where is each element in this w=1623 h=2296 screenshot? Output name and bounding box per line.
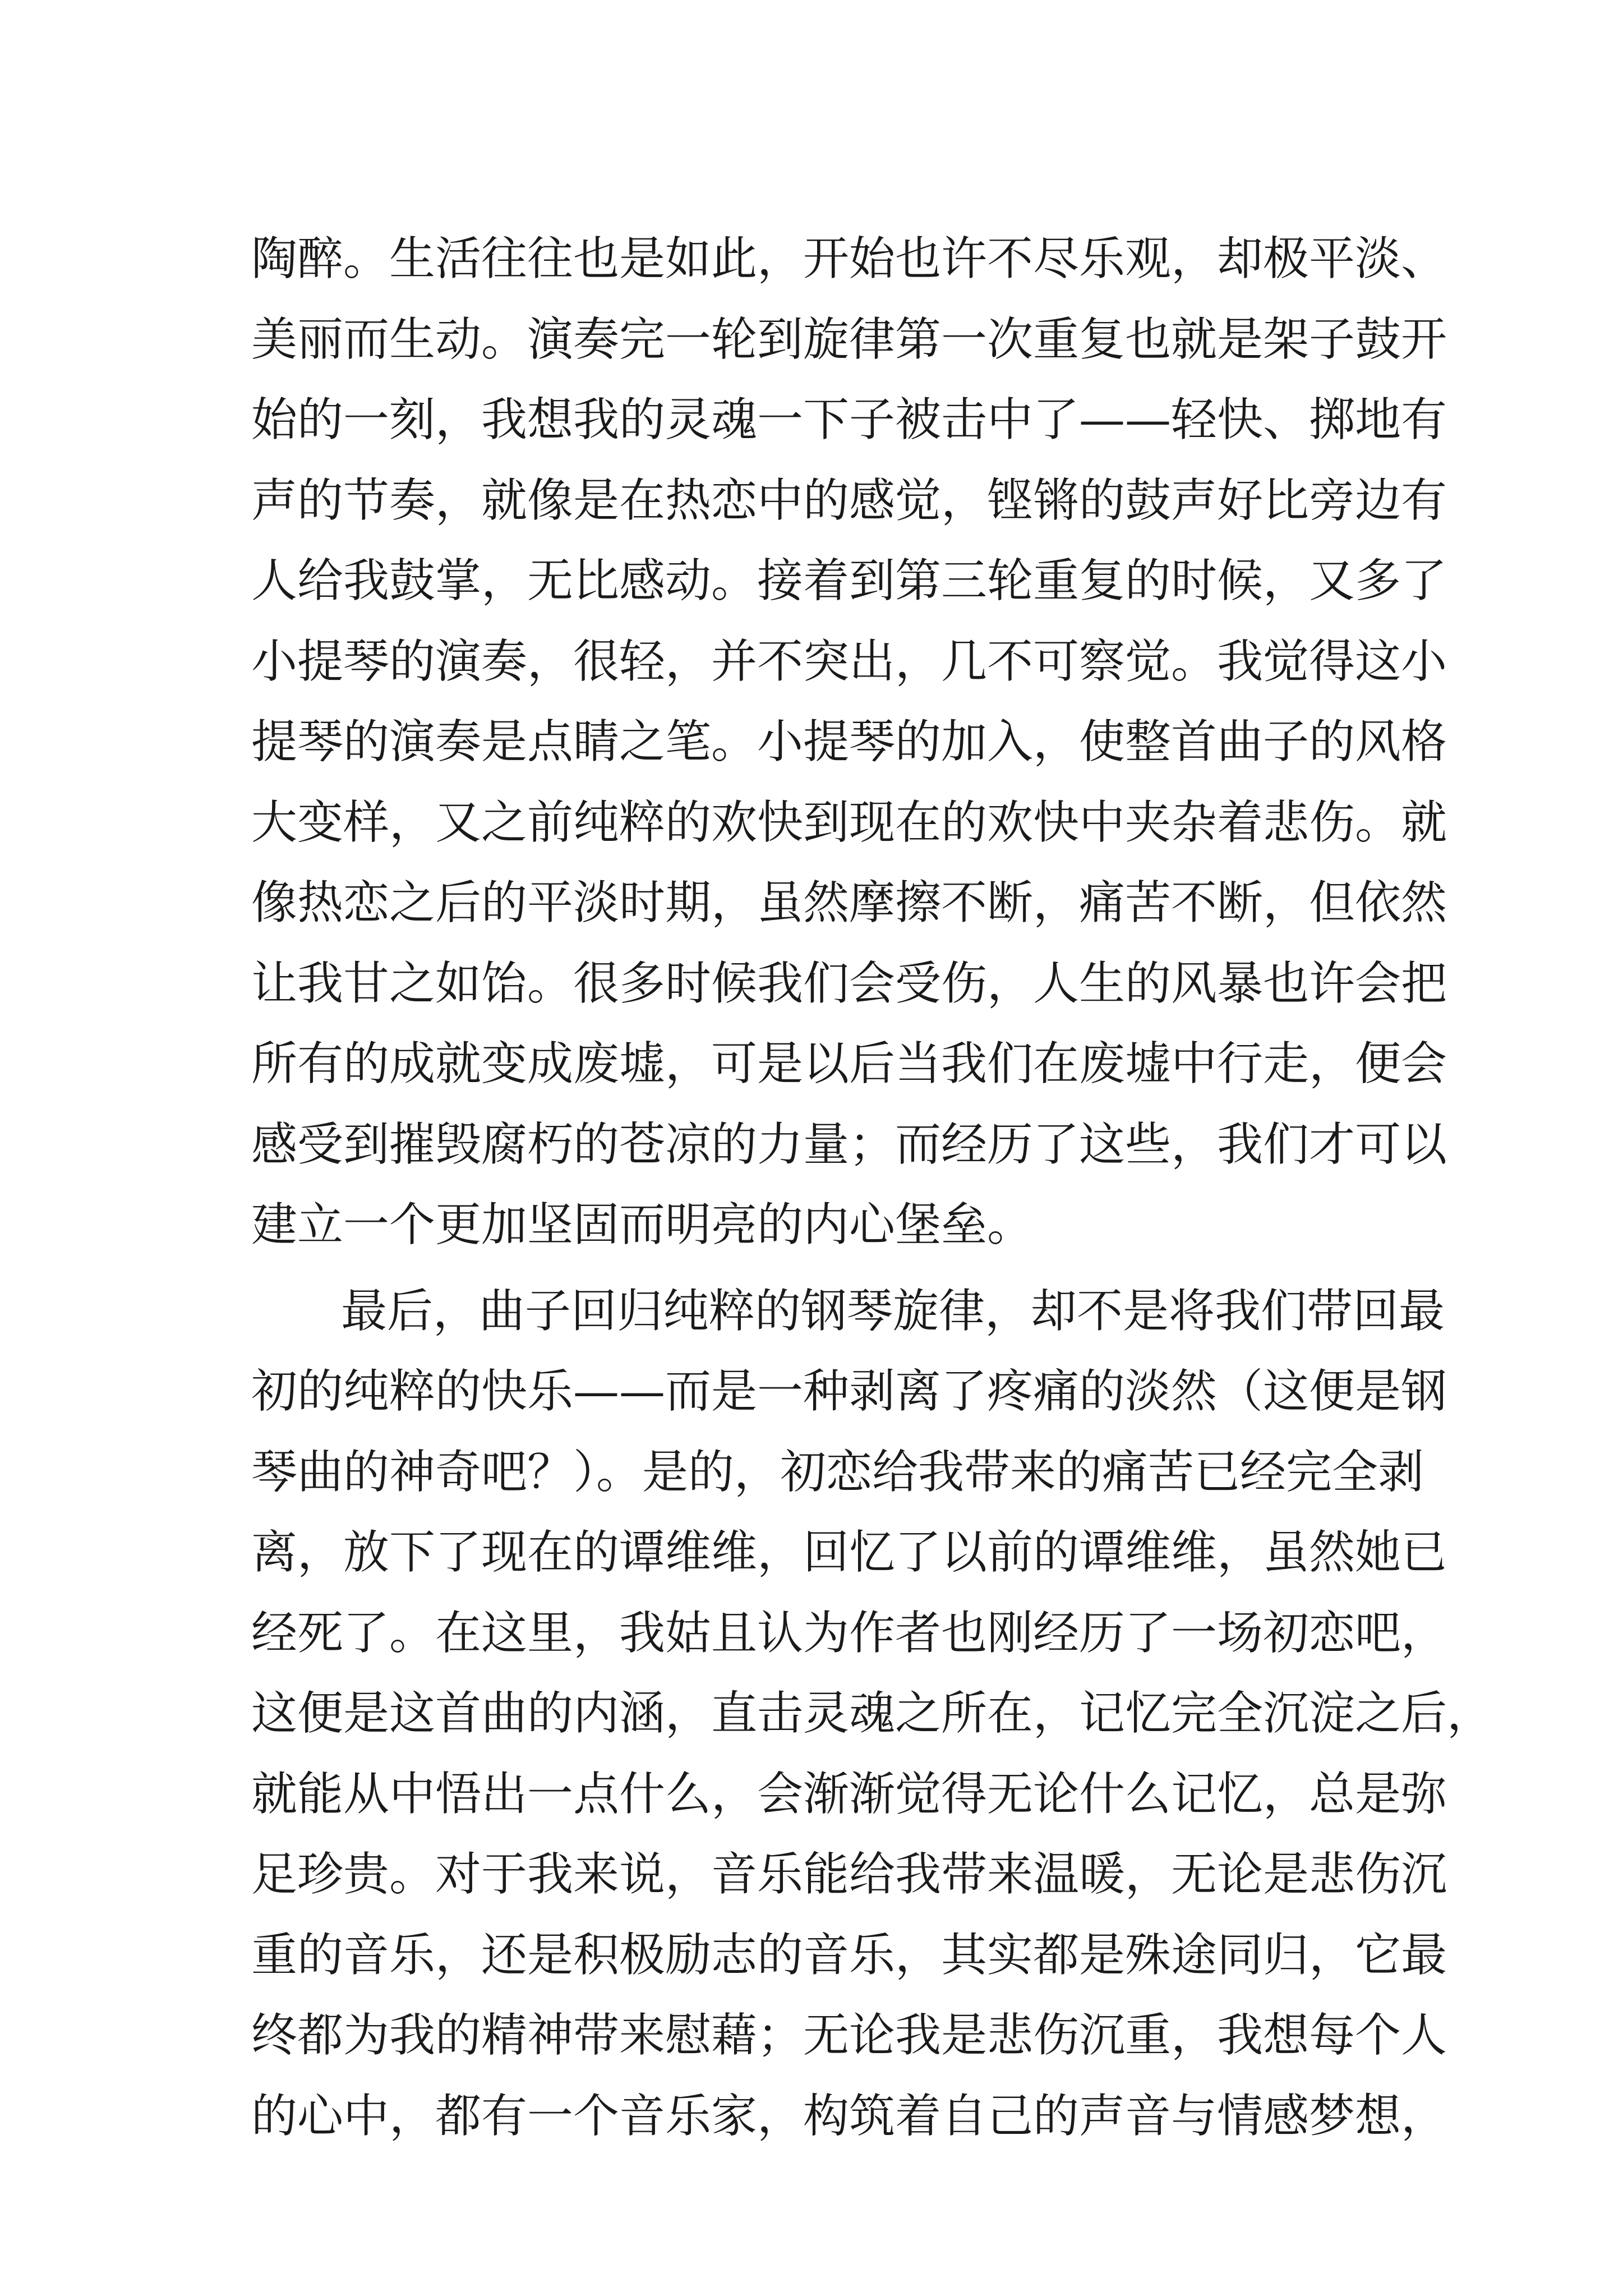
text-line: 美丽而生动。演奏完一轮到旋律第一次重复也就是架子鼓开 xyxy=(251,312,1447,366)
text-line: 重的音乐，还是积极励志的音乐，其实都是殊途同归，它最 xyxy=(251,1928,1447,1982)
text-line: 大变样，又之前纯粹的欢快到现在的欢快中夹杂着悲伤。就 xyxy=(251,795,1447,849)
text-line: 经死了。在这里，我姑且认为作者也刚经历了一场初恋吧， xyxy=(251,1606,1447,1660)
text-line: 人给我鼓掌，无比感动。接着到第三轮重复的时候，又多了 xyxy=(251,554,1447,608)
text-line: 陶醉。生活往往也是如此，开始也许不尽乐观，却极平淡、 xyxy=(251,232,1447,286)
text-line: 建立一个更加坚固而明亮的内心堡垒。 xyxy=(251,1198,1034,1251)
text-line: 提琴的演奏是点睛之笔。小提琴的加入，使整首曲子的风格 xyxy=(251,715,1447,769)
text-line: 让我甘之如饴。很多时候我们会受伤，人生的风暴也许会把 xyxy=(251,956,1447,1010)
text-line: 终都为我的精神带来慰藉；无论我是悲伤沉重，我想每个人 xyxy=(251,2009,1447,2062)
text-line: 初的纯粹的快乐——而是一种剥离了疼痛的淡然（这便是钢 xyxy=(251,1365,1447,1418)
document-body xyxy=(251,219,1493,2156)
paragraph-2 xyxy=(251,1271,1493,2157)
paragraph-spacer xyxy=(251,1266,1423,1271)
text-line: 足珍贵。对于我来说，音乐能给我带来温暖，无论是悲伤沉 xyxy=(251,1848,1447,1901)
text-line: 这便是这首曲的内涵，直击灵魂之所在，记忆完全沉淀之后， xyxy=(251,1687,1493,1740)
paragraph-1 xyxy=(251,219,1447,1266)
text-line: 所有的成就变成废墟，可是以后当我们在废墟中行走，便会 xyxy=(251,1037,1447,1091)
text-line: 就能从中悟出一点什么，会渐渐觉得无论什么记忆，总是弥 xyxy=(251,1767,1447,1821)
text-line: 的心中，都有一个音乐家，构筑着自己的声音与情感梦想， xyxy=(251,2089,1447,2143)
text-line-first: 最后，曲子回归纯粹的钢琴旋律，却不是将我们带回最 xyxy=(341,1284,1445,1338)
text-line: 离，放下了现在的谭维维，回忆了以前的谭维维，虽然她已 xyxy=(251,1526,1447,1579)
text-line: 感受到摧毁腐朽的苍凉的力量；而经历了这些，我们才可以 xyxy=(251,1117,1447,1171)
text-line: 声的节奏，就像是在热恋中的感觉，铿锵的鼓声好比旁边有 xyxy=(251,473,1447,527)
text-line: 始的一刻，我想我的灵魂一下子被击中了——轻快、掷地有 xyxy=(251,393,1447,447)
text-line: 琴曲的神奇吧？）。是的，初恋给我带来的痛苦已经完全剥 xyxy=(251,1445,1424,1499)
text-line: 小提琴的演奏，很轻，并不突出，几不可察觉。我觉得这小 xyxy=(251,634,1447,688)
text-line: 像热恋之后的平淡时期，虽然摩擦不断，痛苦不断，但依然 xyxy=(251,876,1447,930)
